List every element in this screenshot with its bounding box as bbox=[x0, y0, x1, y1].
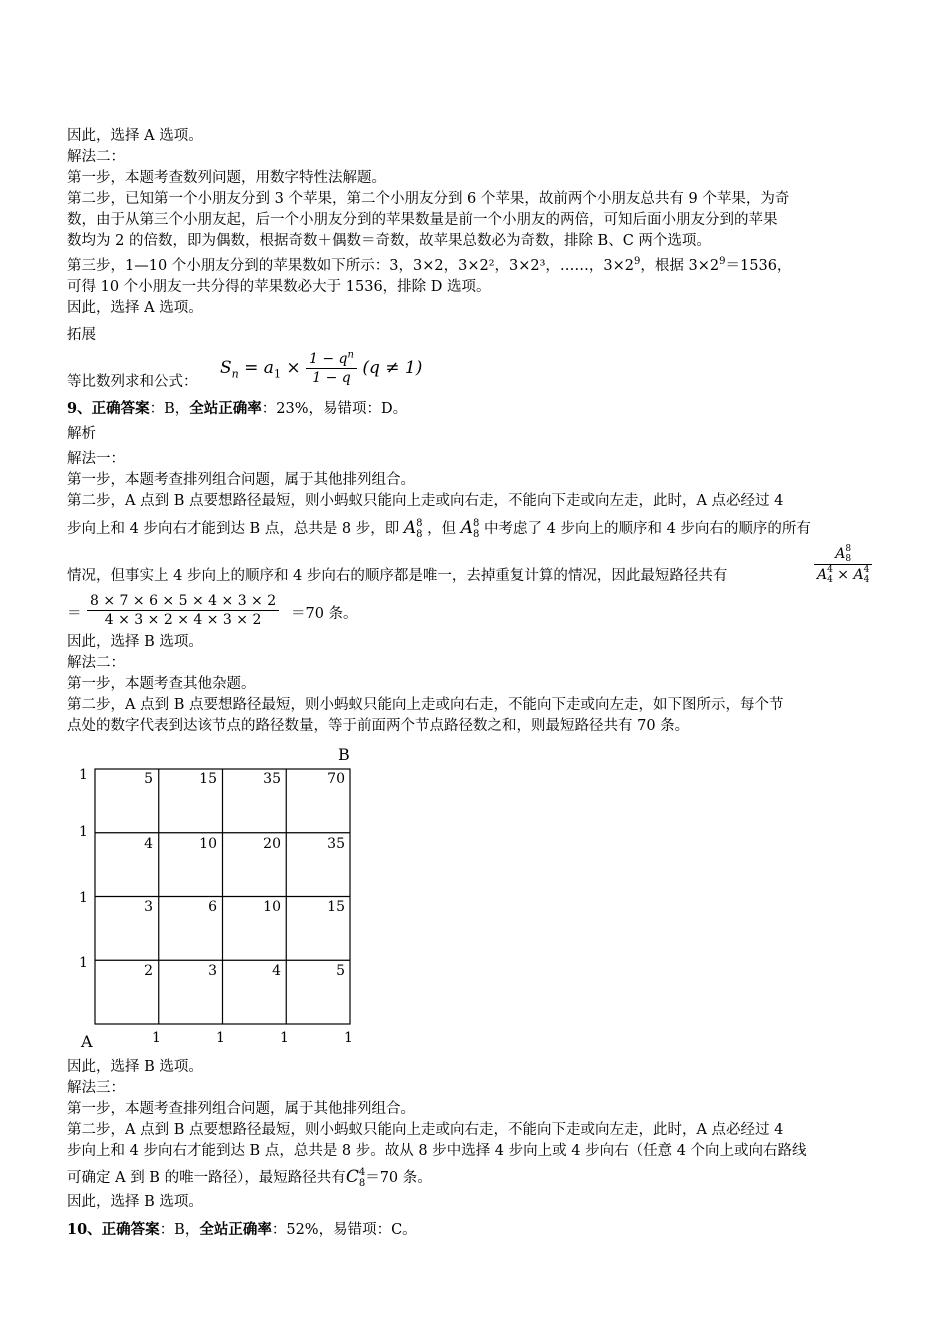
formula-fraction: $\frac{1 - q^n}{1 - q}$ bbox=[306, 350, 357, 387]
permutation-symbol: A 8 8 bbox=[460, 517, 480, 540]
node-count: 4 bbox=[272, 963, 281, 979]
node-count: 4 bbox=[144, 836, 153, 852]
node-count: 2 bbox=[144, 963, 153, 979]
node-count: 3 bbox=[144, 899, 153, 915]
answer-line-q10: 10、正确答案：B，全站正确率：52%，易错项：C。 bbox=[67, 1221, 417, 1238]
combination-symbol: C 4 8 bbox=[345, 1166, 366, 1189]
left-edge-label: 1 bbox=[79, 890, 88, 906]
node-count: 70 bbox=[327, 771, 345, 787]
text-line: 因此，选择 B 选项。 bbox=[67, 1059, 203, 1075]
bottom-edge-label: 1 bbox=[152, 1030, 161, 1046]
text-line: 第二步，A 点到 B 点要想路径最短，则小蚂蚁只能向上走或向右走，不能向下走或向左走，此时，A 点必经过 4 bbox=[67, 493, 784, 509]
section-label-extension: 拓展 bbox=[67, 327, 96, 343]
left-edge-label: 1 bbox=[79, 767, 88, 783]
text-line: 因此，选择 B 选项。 bbox=[67, 634, 203, 650]
text-line: 因此，选择 A 选项。 bbox=[67, 128, 203, 144]
node-count: 5 bbox=[336, 963, 345, 979]
text-line: 解法二： bbox=[67, 655, 125, 671]
text-line: 解法二： bbox=[67, 149, 125, 165]
text-line: 数，由于从第三个小朋友起，后一个小朋友分到的苹果数量是前一个小朋友的两倍，可知后面小朋友分到的苹果 bbox=[67, 212, 778, 228]
node-count: 35 bbox=[263, 771, 281, 787]
answer-line-q9: 9、正确答案：B，全站正确率：23%，易错项：D。 bbox=[67, 400, 408, 417]
text-line: 因此，选择 A 选项。 bbox=[67, 300, 203, 316]
point-a-label: A bbox=[81, 1032, 93, 1051]
document-page bbox=[67, 126, 897, 1241]
text-line-permutation: 步向上和 4 步向右才能到达 B 点，总共是 8 步，即 A 8 8 ，但 A 8 8 中考虑了 4 步向上的顺序和 4 步向右的顺序的所有 bbox=[67, 517, 811, 540]
left-edge-label: 1 bbox=[79, 955, 88, 971]
geometric-sum-formula: $S_n = a_1$ × $\frac{1 - q^n}{1 - q}$ (q ≠ 1) bbox=[220, 349, 423, 386]
text-line: 数均为 2 的倍数，即为偶数，根据奇数＋偶数＝奇数，故苹果总数必为奇数，排除 B、C 两个选项。 bbox=[67, 233, 711, 249]
text-line: 解析 bbox=[67, 426, 96, 442]
text-line: 可得 10 个小朋友一共分得的苹果数必大于 1536，排除 D 选项。 bbox=[67, 279, 491, 295]
text-line: 第二步，已知第一个小朋友分到 3 个苹果，第二个小朋友分到 6 个苹果，故前两个小朋友总共有 9 个苹果，为奇 bbox=[67, 191, 790, 207]
text-line: 第一步，本题考查其他杂题。 bbox=[67, 676, 256, 692]
text-line: 解法三： bbox=[67, 1080, 125, 1096]
node-count: 10 bbox=[199, 836, 217, 852]
text-line: 点处的数字代表到达该节点的路径数量，等于前面两个节点路径数之和，则最短路径共有 70 条。 bbox=[67, 718, 690, 734]
node-count: 15 bbox=[199, 771, 217, 787]
paths-fraction: A 8 8 A 4 4 × A 4 4 bbox=[814, 544, 872, 585]
bottom-edge-label: 1 bbox=[344, 1030, 353, 1046]
permutation-symbol: A 8 8 bbox=[403, 517, 423, 540]
left-edge-label: 1 bbox=[79, 824, 88, 840]
node-count: 35 bbox=[327, 836, 345, 852]
node-count: 3 bbox=[208, 963, 217, 979]
text-line: 第二步，A 点到 B 点要想路径最短，则小蚂蚁只能向上走或向右走，不能向下走或向左走，此时，A 点必经过 4 bbox=[67, 1122, 784, 1138]
node-count: 20 bbox=[263, 836, 281, 852]
text-line-combination: 可确定 A 到 B 的唯一路径），最短路径共有C 4 8 ＝70 条。 bbox=[67, 1166, 432, 1189]
point-b-label: B bbox=[338, 745, 350, 764]
bottom-edge-label: 1 bbox=[280, 1030, 289, 1046]
text-line: 解法一： bbox=[67, 451, 125, 467]
formula-line: 等比数列求和公式： $S_n = a_1$ × $\frac{1 - q^n}{1 - q}$ (q ≠ 1) bbox=[67, 349, 423, 390]
text-line-paths: 情况，但事实上 4 步向上的顺序和 4 步向右的顺序都是唯一，去掉重复计算的情况，因此最短路径共有 A 8 8 A 4 4 × A 4 4 bbox=[67, 544, 897, 590]
node-count: 6 bbox=[208, 899, 217, 915]
node-count: 5 bbox=[144, 771, 153, 787]
result-fraction: $\frac{8 \times 7 \times 6 \times 5 \times 4 \times 3 \times 2}{4 \times 3 \times 2 \times 4 \times 3 \times 2}$ bbox=[87, 592, 279, 629]
text-line: 第一步，本题考查排列组合问题，属于其他排列组合。 bbox=[67, 1101, 415, 1117]
node-count: 10 bbox=[263, 899, 281, 915]
text-line-sequence: 第三步，1—10 个小朋友分到的苹果数如下所示：3，3×2，3×2²，3×2³，……，$3\times 2^9$，根据 $3\times 2^9=1536$， bbox=[67, 256, 792, 274]
text-line: 因此，选择 B 选项。 bbox=[67, 1194, 203, 1210]
text-line: 步向上和 4 步向右才能到达 B 点，总共是 8 步。故从 8 步中选择 4 步向上或 4 步向右（任意 4 个向上或向右路线 bbox=[67, 1143, 807, 1159]
text-line: 第一步，本题考查排列组合问题，属于其他排列组合。 bbox=[67, 472, 415, 488]
text-line: 第一步，本题考查数列问题，用数字特性法解题。 bbox=[67, 170, 386, 186]
text-line-result: ＝ $\frac{8 \times 7 \times 6 \times 5 \times 4 \times 3 \times 2}{4 \times 3 \times 2 \times 4 \times 3 \times 2}$ ＝70 条。 bbox=[67, 593, 358, 628]
node-count: 15 bbox=[327, 899, 345, 915]
bottom-edge-label: 1 bbox=[216, 1030, 225, 1046]
path-count-grid bbox=[73, 745, 373, 1055]
text-line: 第二步，A 点到 B 点要想路径最短，则小蚂蚁只能向上走或向右走，不能向下走或向左走，如下图所示，每个节 bbox=[67, 697, 784, 713]
